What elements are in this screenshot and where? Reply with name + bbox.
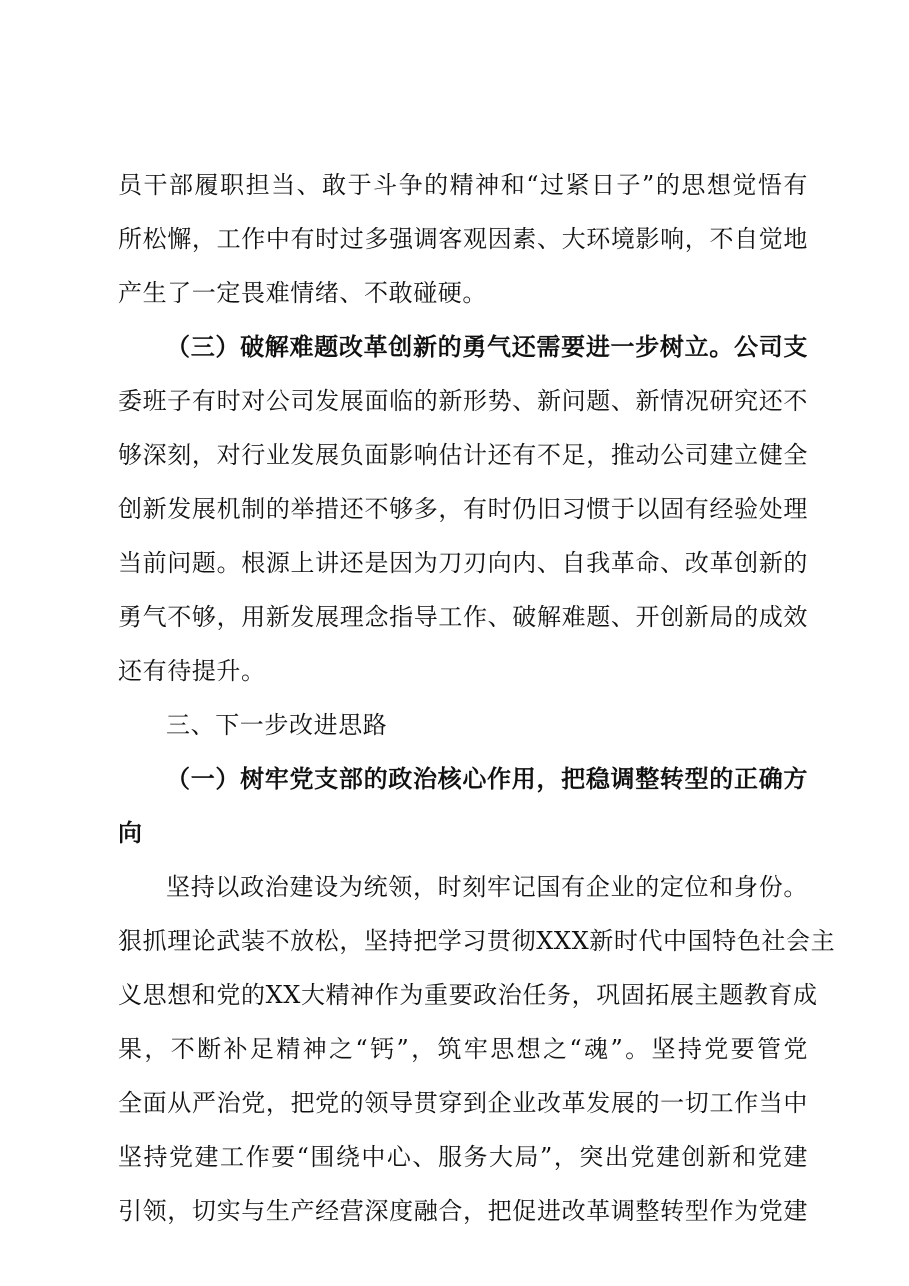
body-line: 员干部履职担当、敢于斗争的精神和“过紧日子”的思想觉悟有	[118, 171, 808, 199]
body-line: 全面从严治党，把党的领导贯穿到企业改革发展的一切工作当中	[118, 1089, 808, 1117]
subheading-line: （一）树牢党支部的政治核心作用，把稳调整转型的正确方	[166, 764, 808, 793]
body-line: 坚持党建工作要“围绕中心、服务大局”，突出党建创新和党建	[118, 1143, 808, 1171]
section-heading: 三、下一步改进思路	[166, 711, 388, 739]
body-line: 所松懈，工作中有时过多强调客观因素、大环境影响，不自觉地	[118, 225, 808, 253]
body-line: 引领，切实与生产经营深度融合，把促进改革调整转型作为党建	[118, 1197, 808, 1225]
body-line: 委班子有时对公司发展面临的新形势、新问题、新情况研究还不	[118, 387, 808, 415]
body-line: 狠抓理论武装不放松，坚持把学习贯彻XXX新时代中国特色社会主	[118, 927, 836, 955]
body-line: 义思想和党的XX大精神作为重要政治任务，巩固拓展主题教育成	[118, 981, 818, 1009]
body-line: 勇气不够，用新发展理念指导工作、破解难题、开创新局的成效	[118, 603, 808, 631]
body-line: 果，不断补足精神之“钙”，筑牢思想之“魂”。坚持党要管党	[118, 1035, 808, 1063]
body-line: 坚持以政治建设为统领，时刻牢记国有企业的定位和身份。	[166, 873, 808, 901]
body-line: 当前问题。根源上讲还是因为刀刃向内、自我革命、改革创新的	[118, 549, 808, 577]
subheading-line: （三）破解难题改革创新的勇气还需要进一步树立。公司支	[166, 332, 808, 361]
body-line: 创新发展机制的举措还不够多，有时仍旧习惯于以固有经验处理	[118, 495, 808, 523]
subheading-line: 向	[118, 818, 143, 847]
body-line: 够深刻，对行业发展负面影响估计还有不足，推动公司建立健全	[118, 441, 808, 469]
body-line: 还有待提升。	[118, 657, 266, 685]
body-line: 产生了一定畏难情绪、不敢碰硬。	[118, 279, 487, 307]
